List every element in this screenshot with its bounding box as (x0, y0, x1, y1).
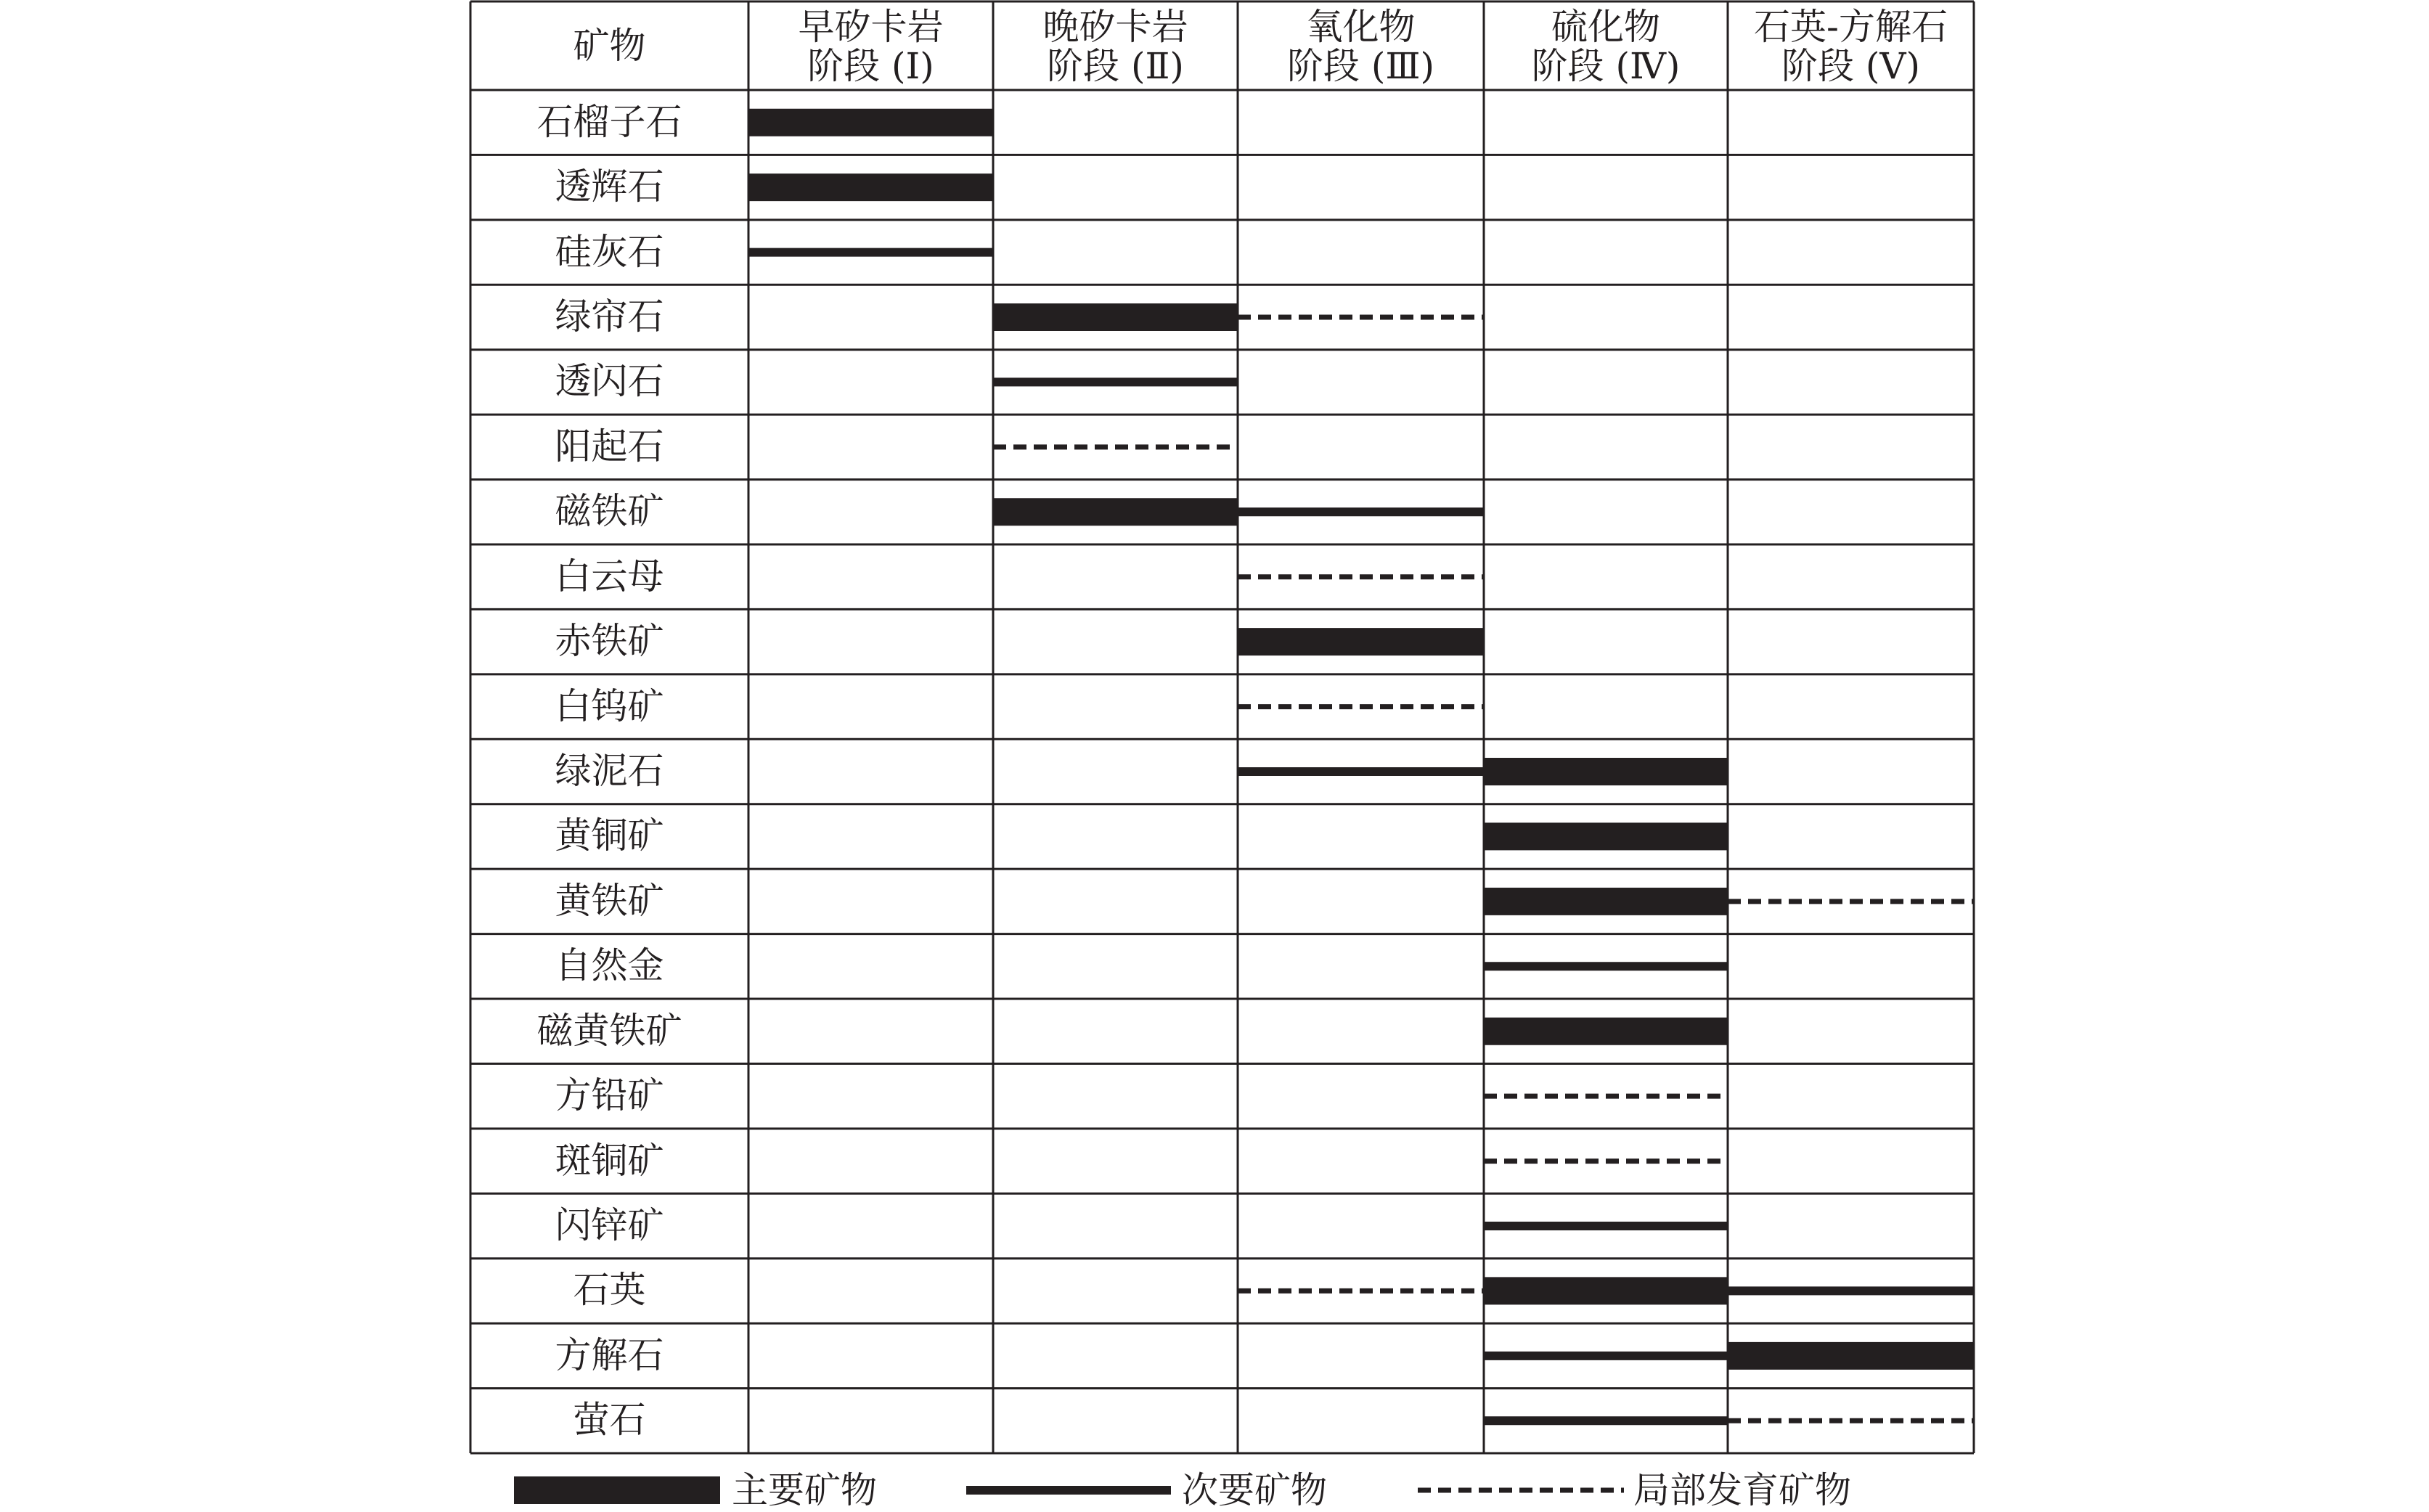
mineral-name: 透闪石 (555, 360, 664, 403)
mineral-name: 萤石 (573, 1399, 646, 1442)
stage-header-subtitle: 阶段 (Ⅰ) (807, 45, 934, 87)
stage-header-title: 氧化物 (1306, 6, 1416, 48)
mineral-name: 磁铁矿 (555, 490, 664, 533)
mineral-name: 方铅矿 (555, 1074, 664, 1117)
legend-label-major: 主要矿物 (732, 1469, 877, 1511)
mineral-name: 黄铁矿 (555, 879, 664, 922)
mineral-name: 阳起石 (555, 425, 664, 467)
mineral-name: 绿帘石 (555, 295, 664, 338)
mineral-name: 赤铁矿 (555, 620, 664, 663)
mineral-name: 绿泥石 (555, 750, 664, 792)
stage-header-title: 早矽卡岩 (798, 6, 944, 48)
mineral-name: 硅灰石 (555, 230, 664, 273)
stage-header-subtitle: 阶段 (Ⅴ) (1781, 45, 1920, 87)
mineral-name: 黄铜矿 (555, 814, 664, 857)
legend-label-local: 局部发育矿物 (1633, 1469, 1851, 1511)
stage-header-title: 硫化物 (1551, 6, 1660, 48)
mineral-name: 石英 (573, 1269, 646, 1312)
mineral-name: 磁黄铁矿 (536, 1009, 682, 1052)
stage-header-subtitle: 阶段 (Ⅳ) (1531, 45, 1681, 87)
mineral-name: 透辉石 (555, 165, 664, 208)
mineral-column-header: 矿物 (573, 25, 646, 67)
stage-header-4 (1484, 7, 1728, 86)
stage-header-subtitle: 阶段 (Ⅲ) (1286, 45, 1435, 87)
stage-header-title: 石英-方解石 (1754, 6, 1948, 48)
stage-header-title: 晚矽卡岩 (1042, 6, 1188, 48)
stage-header-1 (748, 7, 993, 86)
stage-header-3 (1238, 7, 1484, 86)
mineral-name: 石榴子石 (536, 100, 682, 143)
mineral-name: 闪锌矿 (555, 1204, 664, 1246)
mineral-name: 斑铜矿 (555, 1139, 664, 1182)
mineral-name: 白钨矿 (555, 685, 664, 727)
stage-header-subtitle: 阶段 (Ⅱ) (1047, 45, 1184, 87)
mineral-name: 自然金 (555, 944, 664, 987)
mineral-name: 白云母 (555, 555, 664, 597)
stage-header-5 (1728, 7, 1974, 86)
legend-label-minor: 次要矿物 (1182, 1469, 1327, 1511)
stage-header-2 (993, 7, 1238, 86)
mineral-name: 方解石 (555, 1333, 664, 1376)
